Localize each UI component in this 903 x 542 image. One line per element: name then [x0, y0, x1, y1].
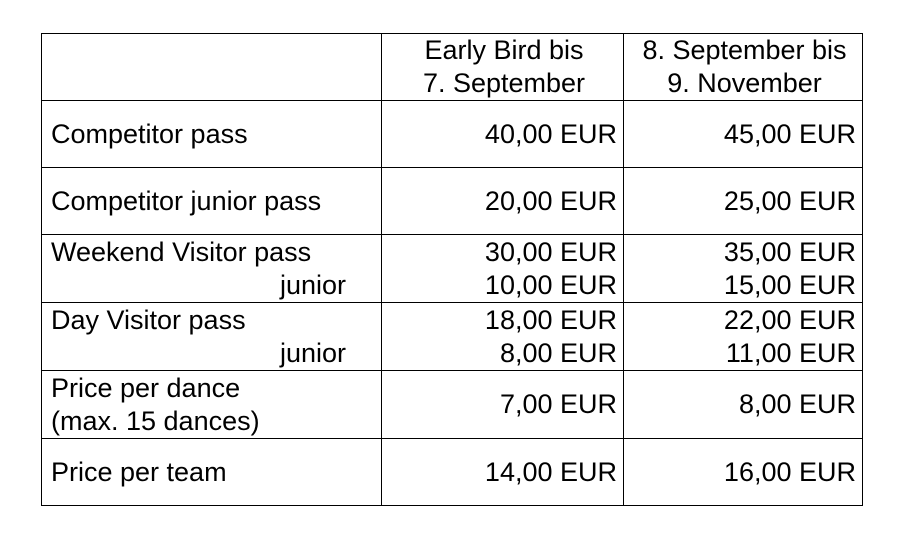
table-row-competitor-junior-pass — [42, 168, 863, 235]
price-table — [41, 33, 863, 506]
row-sub-label-junior: junior — [279, 269, 346, 300]
price-regular-cell — [624, 235, 863, 303]
row-sub-label-junior: junior — [279, 337, 346, 368]
header-early-bird-line-2: 7. September — [422, 68, 586, 98]
row-label-note: (max. 15 dances) — [51, 405, 260, 436]
row-label: Price per team — [42, 439, 382, 506]
price-early-bird: 30,00 EUR — [484, 236, 617, 267]
table-row-price-per-dance — [42, 371, 863, 439]
row-label: Day Visitor pass — [51, 304, 246, 335]
price-early-bird: 14,00 EUR — [382, 439, 624, 506]
table-row-day-visitor-pass — [42, 303, 863, 371]
row-label-cell — [42, 303, 382, 371]
price-early-bird: 20,00 EUR — [382, 168, 624, 235]
table-row-weekend-visitor-pass — [42, 235, 863, 303]
header-regular — [624, 34, 863, 101]
table-row-competitor-pass — [42, 101, 863, 168]
price-regular: 22,00 EUR — [723, 304, 856, 335]
price-early-bird-cell — [382, 235, 624, 303]
row-label: Price per dance — [51, 372, 241, 403]
price-regular-cell — [624, 303, 863, 371]
header-early-bird-line-1: Early Bird bis — [424, 35, 584, 65]
price-early-bird-cell — [382, 303, 624, 371]
price-early-bird-junior: 8,00 EUR — [499, 337, 617, 368]
price-early-bird: 7,00 EUR — [382, 371, 624, 439]
header-regular-line-2: 9. November — [667, 68, 822, 98]
table-header-row — [42, 34, 863, 101]
price-early-bird: 18,00 EUR — [484, 304, 617, 335]
header-early-bird — [382, 34, 624, 101]
row-label-cell — [42, 235, 382, 303]
price-regular: 35,00 EUR — [723, 236, 856, 267]
row-label-cell — [42, 371, 382, 439]
price-regular: 16,00 EUR — [624, 439, 863, 506]
row-label: Competitor junior pass — [42, 168, 382, 235]
price-regular: 8,00 EUR — [624, 371, 863, 439]
price-regular: 45,00 EUR — [624, 101, 863, 168]
price-early-bird: 40,00 EUR — [382, 101, 624, 168]
price-regular-junior: 11,00 EUR — [725, 337, 856, 368]
header-cell-empty — [42, 34, 382, 101]
row-label: Competitor pass — [42, 101, 382, 168]
row-label: Weekend Visitor pass — [51, 236, 312, 267]
table-row-price-per-team — [42, 439, 863, 506]
header-regular-line-1: 8. September bis — [642, 35, 847, 65]
price-early-bird-junior: 10,00 EUR — [484, 269, 617, 300]
price-regular: 25,00 EUR — [624, 168, 863, 235]
price-regular-junior: 15,00 EUR — [723, 269, 856, 300]
